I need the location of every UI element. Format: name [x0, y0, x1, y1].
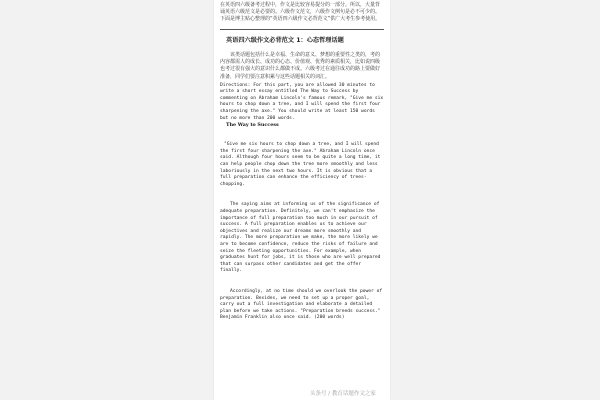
- essay-title: The Way to Success: [226, 122, 279, 129]
- section-divider: [220, 29, 384, 30]
- source-watermark: 头条号 / 教育话题作文之家: [310, 391, 376, 397]
- essay-paragraph-3: Accordingly, at no time should we overlook the power of preparation. Besides, we need to set up a proper goal, carry out a full investigation and elaborate a detailed plan before we take actions. "Preparation breeds success." Benjamin Franklin also once said. (200 words): [220, 288, 383, 321]
- directions-text: Directions: For this part, you are allowed 30 minutes to write a short essay entitled The Way to Success by commenting on Abraham Lincoln's famous remark, "Give me six hours to chop down a tree, and I will spend the first four sharpening the axe." You should write at least 150 words but no more than 200 words.: [220, 82, 384, 121]
- section-heading: 英语四六级作文必背范文 1：心态哲理话题: [226, 37, 344, 45]
- document-page: [214, 0, 390, 400]
- intro-paragraph: 在英语四六级备考过程中，作文是比较容易提分的一部分。所以，大量背诵英语六级范文是必要的。六级作文范文，六级作文例句是必不可少的。下面是博主贴心整理的“英语四六级作文必背范文”供广大考生参考使用。: [220, 2, 381, 23]
- essay-paragraph-2: The saying aims at informing us of the significance of adequate preparation. Definitely, we can't emphasize the importance of full preparation too much in our pursuit of success. A full preparation enables us to achieve our objectives and realize our dreams more smoothly and rapidly. The more preparation we make, the more likely we are to become confidence, reduce the risks of failure and seize the fleeting opportunities. For example, when graduates hunt for jobs, it is those who are well prepared that can surpass other candidates and get the offer finally.: [220, 202, 381, 274]
- essay-paragraph-1: "Give me six hours to chop down a tree, and I will spend the first four sharpening the axe." Abraham Lincoln once said. Although four hours seem to be quite a long time, it can help people chop down the tree more smoothly and less laboriously in the next two hours. It is obvious that a full preparation can enhance the efficiency of trees-chopping.: [220, 142, 381, 187]
- topic-summary: 该类话题包括什么是幸福、生命的意义、梦想的重要性之类的，考的内容都需人的成长、成功的心态、价值观、优秀的素质相关，比如说四级也考过很有强大的意识什么都做不成。六级考过在通往成功的路上要做好准备，同学们要注意积累与这些话题相关的词汇。: [220, 52, 381, 80]
